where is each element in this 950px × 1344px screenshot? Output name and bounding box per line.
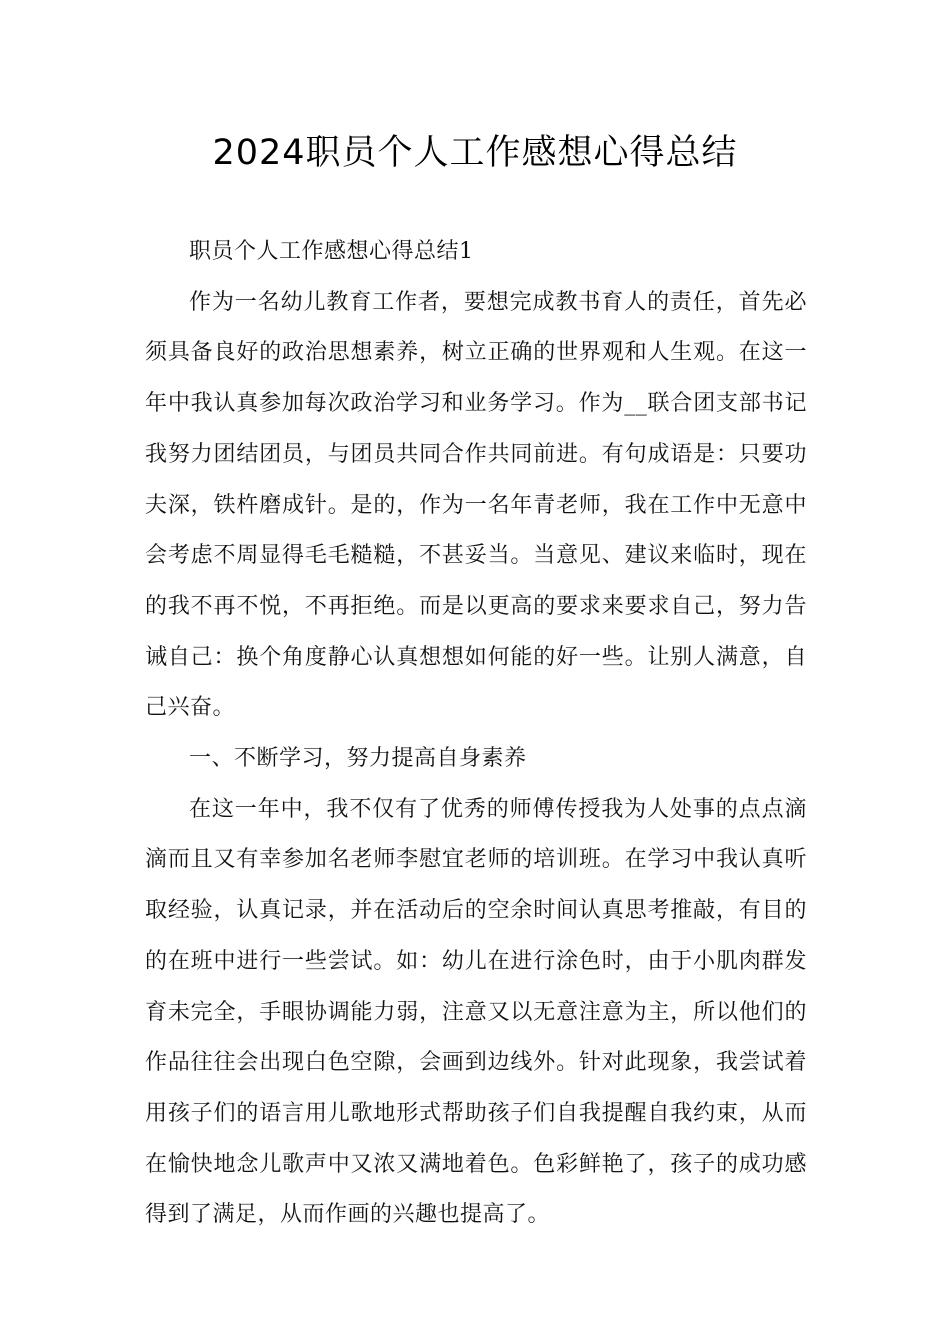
document-body (145, 227, 807, 1241)
section-heading-1: 职员个人工作感想心得总结1 (189, 239, 474, 264)
paragraph-learning: 在这一年中，我不仅有了优秀的师傅传授我为人处事的点点滴滴而且又有幸参加名老师李慰宜老师的培训班。在学习中我认真听取经验，认真记录，并在活动后的空余时间认真思考推敲，有目的的在班中进行一些尝试。如：幼儿在进行涂色时，由于小肌肉群发育未完全，手眼协调能力弱，注意又以无意注意为主，所以他们的作品往往会出现白色空隙，会画到边线外。针对此现象，我尝试着用孩子们的语言用儿歌地形式帮助孩子们自我提醒自我约束，从而在愉快地念儿歌声中又浓又满地着色。色彩鲜艳了，孩子的成功感得到了满足，从而作画的兴趣也提高了。 (145, 796, 807, 1228)
paragraph-intro: 作为一名幼儿教育工作者，要想完成教书育人的责任，首先必须具备良好的政治思想素养，树立正确的世界观和人生观。在这一年中我认真参加每次政治学习和业务学习。作为__联合团支部书记我努力团结团员，与团员共同合作共同前进。有句成语是：只要功夫深，铁杵磨成针。是的，作为一名年青老师，我在工作中无意中会考虑不周显得毛毛糙糙，不甚妥当。当意见、建议来临时，现在的我不再不悦，不再拒绝。而是以更高的要求来要求自己，努力告诫自己：换个角度静心认真想想如何能的好一些。让别人满意，自己兴奋。 (145, 289, 807, 721)
document-title: 2024职员个人工作感想心得总结 (212, 133, 738, 173)
section-heading-2: 一、不断学习，努力提高自身素养 (189, 746, 527, 772)
